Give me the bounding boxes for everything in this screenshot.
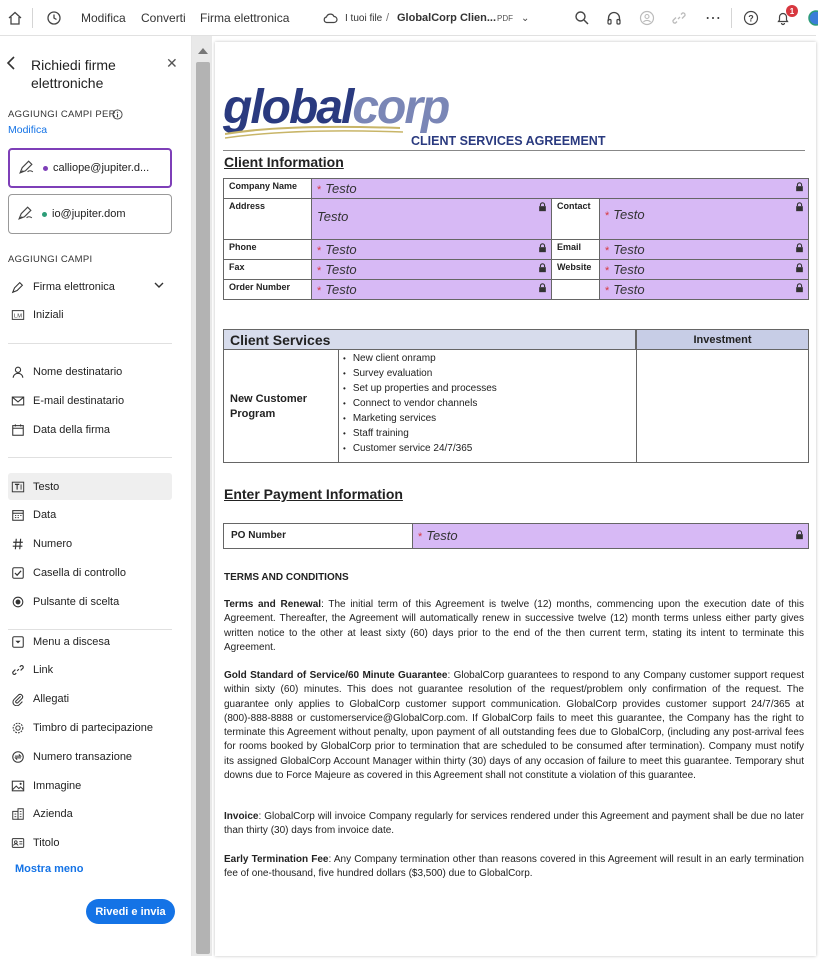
field-recipient-email[interactable] xyxy=(10,393,124,409)
guarantee-paragraph: Gold Standard of Service/60 Minute Guarantee: GlobalCorp guarantees to respond to any Company customer support request within sixty (60) minutes. This does not guarantee resolution of the request/problem only confirmation of the request. The guarantee only applies to GlobalCorp customer support communication. GlobalCorp provides customer support 24/7/365 at (800)-888-8888 or customerservice@GlobalCorp.com. If GlobalCorp fails to meet this guarantee, the Company has the right to terminate this Agreement without penalty, upon payment of all outstanding fees due to GlobalCorp, (including any post-arrival fees for rooms booked by GlobalCorp prior to termination that are scheduled to be consumed after termination). Company must notify its assigned GlobalCorp Account Manager within thirty (30) days of any occasion of failure to meet this guarantee. Temporary shut downs due to Force Majeure as covered in this Agreement shall not constitute a violation of this guarantee. xyxy=(224,670,804,782)
notification-badge: 1 xyxy=(786,5,798,17)
person-icon xyxy=(10,364,26,380)
add-user-icon xyxy=(639,0,655,36)
modify-link[interactable]: Modifica xyxy=(8,124,48,136)
lock-icon xyxy=(795,182,804,194)
service-item: • Set up properties and processes xyxy=(343,383,497,394)
label-address: Address xyxy=(224,199,312,240)
field-label: Testo xyxy=(33,481,60,493)
field-number[interactable] xyxy=(10,536,72,552)
field-label: Numero xyxy=(33,538,73,550)
recipient-color-dot xyxy=(42,212,47,217)
early-termination-paragraph: Early Termination Fee: Any Company termination other than reasons covered in this Agreement will result in an early termination fee of one-thousand, five hundred dollars ($3,500) due to GlobalCorp. xyxy=(224,854,804,880)
calendar-icon xyxy=(10,507,26,523)
lock-icon xyxy=(538,263,547,275)
link-icon xyxy=(671,0,687,36)
field-label: Immagine xyxy=(33,780,82,792)
file-type: PDF xyxy=(497,13,513,23)
show-less-link[interactable]: Mostra meno xyxy=(15,863,84,875)
review-send-button[interactable]: Rivedi e invia xyxy=(86,899,175,924)
text-field[interactable]: * Testo xyxy=(600,199,809,240)
signature-pen-icon xyxy=(18,158,35,178)
label-fax: Fax xyxy=(224,260,312,280)
hash-icon xyxy=(10,536,26,552)
dropdown-icon xyxy=(10,634,26,650)
field-label: Casella di controllo xyxy=(33,567,126,579)
menu-modifica[interactable]: Modifica xyxy=(81,11,126,25)
service-item: • Staff training xyxy=(343,428,409,439)
lock-icon xyxy=(538,243,547,255)
terms-heading: TERMS AND CONDITIONS xyxy=(224,572,349,583)
image-icon xyxy=(10,778,26,794)
service-item: • Marketing services xyxy=(343,413,436,424)
text-field[interactable]: * Testo xyxy=(600,240,809,260)
field-label: Link xyxy=(33,664,54,676)
help-icon[interactable] xyxy=(743,0,759,36)
field-signing-date[interactable] xyxy=(10,422,110,438)
service-item: • Connect to vendor channels xyxy=(343,398,477,409)
field-image[interactable] xyxy=(10,778,81,794)
home-icon[interactable] xyxy=(7,0,23,36)
recipient-card[interactable] xyxy=(8,194,172,234)
transaction-icon xyxy=(10,749,26,765)
scrollbar-thumb[interactable] xyxy=(196,62,210,954)
field-label: E-mail destinatario xyxy=(33,395,125,407)
agreement-title: CLIENT SERVICES AGREEMENT xyxy=(411,134,606,148)
mail-icon xyxy=(10,393,26,409)
field-label: Allegati xyxy=(33,693,70,705)
lock-icon xyxy=(795,263,804,275)
text-field[interactable]: Testo xyxy=(312,199,552,240)
field-date[interactable] xyxy=(10,507,56,523)
building-icon xyxy=(10,806,26,822)
calendar-icon xyxy=(10,422,26,438)
text-field[interactable]: * Testo xyxy=(312,280,552,300)
add-fields-for-caption: AGGIUNGI CAMPI PER xyxy=(8,109,116,120)
field-label: Timbro di partecipazione xyxy=(33,722,154,734)
label-email: Email xyxy=(552,240,600,260)
field-initials[interactable] xyxy=(10,307,64,323)
po-number-field[interactable]: * Testo xyxy=(412,524,808,548)
chevron-down-icon[interactable] xyxy=(153,279,165,294)
service-item: • Customer service 24/7/365 xyxy=(343,443,472,454)
lock-icon xyxy=(538,283,547,295)
recipient-email: calliope@jupiter.d... xyxy=(53,162,150,174)
checkbox-icon xyxy=(10,565,26,581)
recipient-color-dot xyxy=(43,166,48,171)
field-transaction-number[interactable] xyxy=(10,749,132,765)
back-icon[interactable] xyxy=(6,55,16,76)
po-number-label: PO Number xyxy=(231,530,287,541)
svg-text:?: ? xyxy=(748,13,754,24)
text-field[interactable]: * Testo xyxy=(312,240,552,260)
recipient-email: io@jupiter.dom xyxy=(52,208,126,220)
signature-pen-icon xyxy=(17,204,34,224)
text-field[interactable]: * Testo xyxy=(312,260,552,280)
search-icon[interactable] xyxy=(574,0,590,36)
initials-icon xyxy=(10,307,26,323)
field-label: Iniziali xyxy=(33,309,64,321)
text-field[interactable]: * Testo xyxy=(600,280,809,300)
history-icon[interactable] xyxy=(46,0,62,36)
pdf-page xyxy=(215,42,816,956)
paperclip-icon xyxy=(10,691,26,707)
field-checkbox[interactable] xyxy=(10,565,126,581)
field-link[interactable] xyxy=(10,662,53,678)
label-company: Company Name xyxy=(224,179,312,199)
text-field[interactable]: * Testo xyxy=(312,179,809,199)
empty-cell xyxy=(552,280,600,300)
client-info-table xyxy=(223,178,809,300)
scroll-up-arrow[interactable] xyxy=(198,48,208,54)
invoice-paragraph: Invoice: GlobalCorp will invoice Company regularly for services rendered under this Agreement and payment shall be due no later than thirty (30) days from invoice date. xyxy=(224,811,804,837)
investment-heading: Investment xyxy=(636,329,809,350)
field-label: Pulsante di scelta xyxy=(33,596,120,608)
field-label: Firma elettronica xyxy=(33,281,115,293)
signature-pen-icon xyxy=(10,279,26,295)
terms-renewal-paragraph: Terms and Renewal: The initial term of this Agreement is twelve (12) months, commencing upon the execution date of this Agreement. Thereafter, the Agreement will automatically renew in successive twelve (12) month terms unless either party gives written notice to the other at least sixty (60) days prior to the end of the then current term, stating its intent to terminate this Agreement. xyxy=(224,599,805,653)
menu-converti[interactable]: Converti xyxy=(141,11,186,25)
field-radio[interactable] xyxy=(10,594,119,610)
logo-swoosh xyxy=(225,124,405,140)
label-website: Website xyxy=(552,260,600,280)
cloud-icon xyxy=(322,0,338,36)
id-card-icon xyxy=(10,835,26,851)
field-label: Data xyxy=(33,509,57,521)
text-field[interactable]: * Testo xyxy=(600,260,809,280)
field-label: Numero transazione xyxy=(33,751,133,763)
recipient-card[interactable] xyxy=(8,148,172,188)
service-item: • Survey evaluation xyxy=(343,368,432,379)
breadcrumb-separator: / xyxy=(386,12,390,24)
lock-icon xyxy=(795,528,804,543)
globalcorp-logo: globalcorp xyxy=(223,81,449,134)
fields-panel xyxy=(0,36,192,956)
lock-icon xyxy=(795,202,804,214)
breadcrumb-my-files[interactable]: I tuoi file xyxy=(345,12,383,24)
payment-heading: Enter Payment Information xyxy=(224,486,403,502)
menu-firma-elettronica[interactable]: Firma elettronica xyxy=(200,11,290,25)
radio-icon xyxy=(10,594,26,610)
panel-title: Richiedi firme elettroniche xyxy=(31,57,116,91)
field-attachment[interactable] xyxy=(10,691,69,707)
link-icon xyxy=(10,662,26,678)
program-name: New Customer Program xyxy=(230,393,308,420)
client-info-heading: Client Information xyxy=(224,154,344,170)
field-company[interactable] xyxy=(10,806,73,822)
lock-icon xyxy=(538,202,547,214)
close-icon[interactable]: ✕ xyxy=(166,55,178,71)
field-label: Nome destinatario xyxy=(33,366,123,378)
headphones-icon[interactable] xyxy=(606,0,622,36)
stamp-icon xyxy=(10,720,26,736)
globe-icon[interactable] xyxy=(806,0,818,36)
field-stamp[interactable] xyxy=(10,720,153,736)
field-dropdown[interactable] xyxy=(10,634,110,650)
field-label: Azienda xyxy=(33,808,73,820)
label-contact: Contact xyxy=(552,199,600,240)
svg-text:LM: LM xyxy=(14,313,22,320)
top-toolbar xyxy=(0,0,816,36)
field-label: Titolo xyxy=(33,837,60,849)
lock-icon xyxy=(795,243,804,255)
lock-icon xyxy=(795,283,804,295)
file-name[interactable]: GlobalCorp Clien... xyxy=(397,12,497,24)
chevron-down-icon[interactable]: ⌄ xyxy=(521,12,530,24)
field-recipient-name[interactable] xyxy=(10,364,122,380)
field-label: Data della firma xyxy=(33,424,111,436)
label-order-number: Order Number xyxy=(224,280,312,300)
add-fields-caption: AGGIUNGI CAMPI xyxy=(8,254,93,265)
field-title[interactable] xyxy=(10,835,60,851)
more-icon[interactable]: ⋯ xyxy=(705,10,722,27)
field-text[interactable] xyxy=(10,479,59,495)
field-label: Menu a discesa xyxy=(33,636,111,648)
field-signature[interactable] xyxy=(10,279,165,295)
service-item: • New client onramp xyxy=(343,353,436,364)
text-field-icon xyxy=(10,479,26,495)
info-icon[interactable] xyxy=(112,109,123,123)
label-phone: Phone xyxy=(224,240,312,260)
client-services-heading: Client Services xyxy=(223,329,636,350)
